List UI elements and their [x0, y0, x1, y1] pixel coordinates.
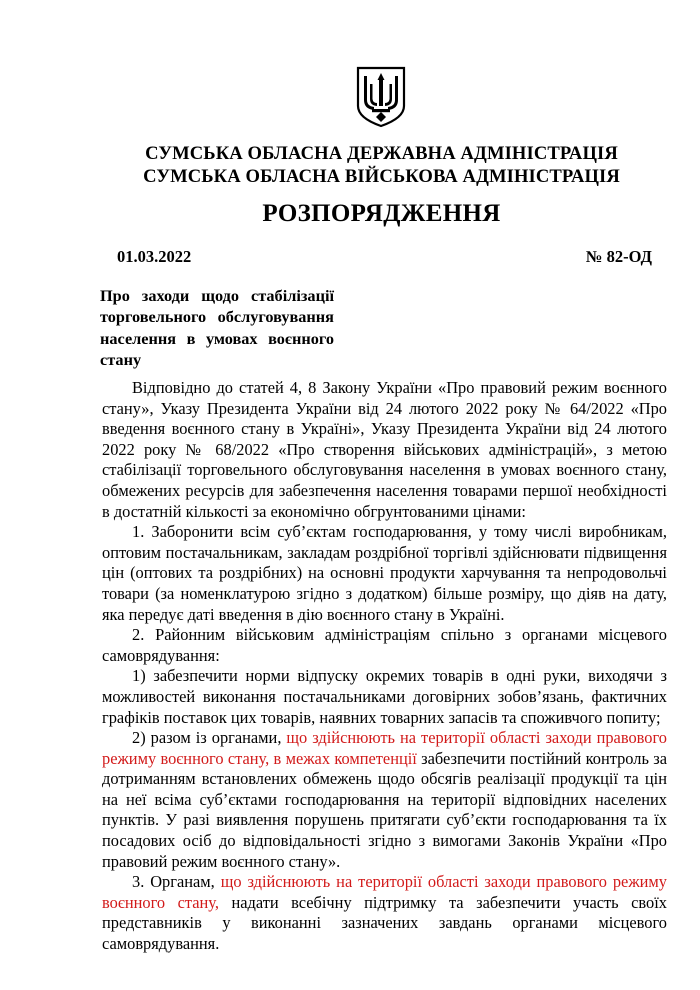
document-date: 01.03.2022 [117, 247, 192, 266]
intro-paragraph: Відповідно до статей 4, 8 Закону України «Про правовий режим воєнного стану», Указу Президента України від 24 лютого 2022 року № 64/2022 «Про введення воєнного стану в Україні», Указу Президента України від 24 лютого 2022 року № 68/2022 «Про створення військових адміністрацій», з метою стабілізації торговельного обслуговування населення в умовах воєнного стану, обмежених ресурсів для забезпечення населення товарами першої необхідності в достатній кількості за економічно обгрунтованими цінами: [102, 378, 667, 521]
item-2-2-text-start: 2) разом із органами, [132, 728, 287, 748]
document-number: № 82-ОД [585, 247, 652, 266]
trident-coat-of-arms-icon [356, 66, 406, 128]
item-2-1-paragraph: 1) забезпечити норми відпуску окремих товарів в одні руки, виходячи з можливостей виконання постачальниками договірних зобов’язань, фактичних графіків поставок цих товарів, наявних товарних запасів та споживчого попиту; [102, 666, 667, 727]
organization-name-state-administration: СУМСЬКА ОБЛАСНА ДЕРЖАВНА АДМІНІСТРАЦІЯ [145, 143, 618, 164]
item-1-paragraph: 1. Заборонити всім суб’єктам господарювання, у тому числі виробникам, оптовим постачальникам, закладам роздрібної торгівлі здійснювати підвищення цін (оптових та роздрібних) на основні продукти харчування та непродовольчі товари (за номенклатурою згідно з додатком) більше розміру, що діяв на дату, яка передує даті введення в дію воєнного стану в Україні. [102, 522, 667, 624]
item-3-paragraph [102, 872, 667, 954]
item-2-2-text-end: забезпечити постійний контроль за дотриманням встановлених обмежень щодо обсягів реалізації продукції та цін на неї всіма суб’єктами господарювання на території відповідних населених пунктів. У разі виявлення порушень притягати суб’єкти господарювання та їх посадових осіб до відповідальності згідно з вимогами Законів України «Про правовий режим воєнного стану». [102, 748, 667, 871]
item-3-highlighted-text: що здійснюють на території області заходи правового режиму воєнного стану, [102, 872, 667, 912]
item-2-paragraph: 2. Районним військовим адміністраціям спільно з органами місцевого самоврядування: [102, 625, 667, 665]
document-body [102, 378, 667, 955]
document-type-title: РОЗПОРЯДЖЕННЯ [262, 200, 501, 227]
item-2-2-highlighted-text: що здійснюють на території області заходи правового режиму воєнного стану, в межах компетенції [102, 728, 667, 768]
organization-name-military-administration: СУМСЬКА ОБЛАСНА ВІЙСЬКОВА АДМІНІСТРАЦІЯ [143, 166, 620, 187]
document-subject: Про заходи щодо стабілізації торговельного обслуговування населення в умовах воєнного стану [100, 286, 334, 369]
item-3-text-start: 3. Органам, [132, 872, 221, 892]
item-3-text-end: надати всебічну підтримку та забезпечити участь своїх представників у виконанні зазначених завдань органами місцевого самоврядування. [102, 892, 667, 954]
item-2-2-paragraph [102, 728, 667, 872]
